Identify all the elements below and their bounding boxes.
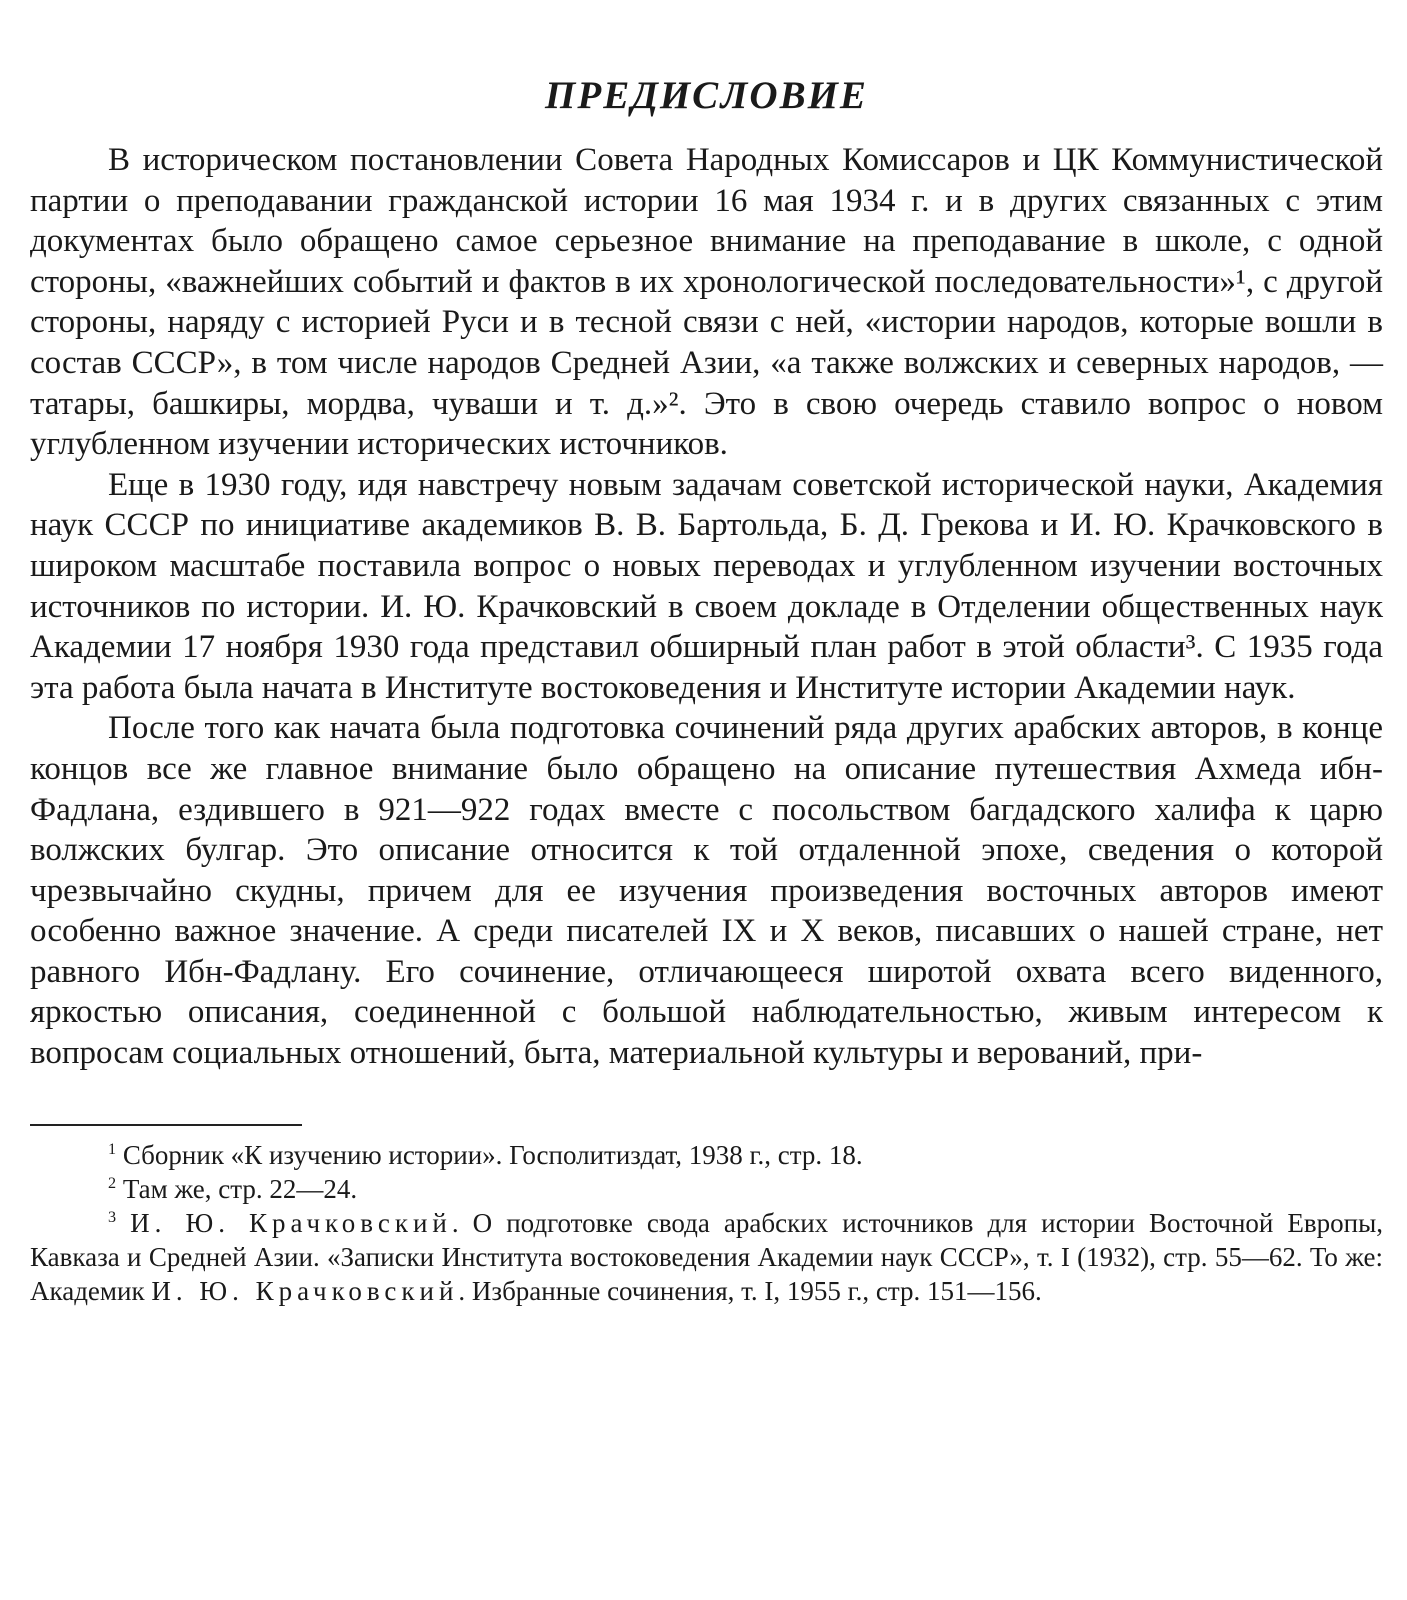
footnote-mark: 3 bbox=[108, 1207, 117, 1226]
footnote-author: И. Ю. Крачковский bbox=[130, 1207, 452, 1238]
footnote-1 bbox=[30, 1138, 1383, 1172]
paragraph-2: Еще в 1930 году, идя навстречу новым задачам советской исторической науки, Академия наук СССР по инициативе академиков В. В. Бартольда, Б. Д. Грекова и И. Ю. Крачковского в широком масштабе поставила вопрос о новых переводах и углубленном изучении восточных источников по истории. И. Ю. Крачковский в своем докладе в Отделении общественных наук Академии 17 ноября 1930 года представил обширный план работ в этой области³. С 1935 года эта работа была начата в Институте востоковедения и Институте истории Академии наук. bbox=[30, 466, 1383, 706]
footnote-mark: 1 bbox=[108, 1139, 117, 1158]
footnote-mark: 2 bbox=[108, 1173, 117, 1192]
footnote-text: Там же, стр. 22—24. bbox=[122, 1173, 358, 1204]
page-title: ПРЕДИСЛОВИЕ bbox=[545, 74, 868, 117]
footnote-author-2: И. Ю. Крачковский bbox=[151, 1275, 459, 1306]
paragraph-3: После того как начата была подготовка сочинений ряда других арабских авторов, в конце концов все же главное внимание было обращено на описание путешествия Ахмеда ибн-Фадлана, ездившего в 921—922 годах вместе с посольством багдадского халифа к царю волжских булгар. Это описание относится к той отдаленной эпохе, сведения о которой чрезвычайно скудны, причем для ее изучения произведения восточных авторов имеют особенно важное значение. А среди писателей IX и X веков, писавших о нашей стране, нет равного Ибн-Фадлану. Его сочинение, отличающееся широтой охвата всего виденного, яркостью описания, соединенной с большой наблюдательностью, живым интересом к вопросам социальных отношений, быта, материальной культуры и верований, при- bbox=[30, 710, 1383, 1072]
footnote-text: Сборник «К изучению истории». Госполитиздат, 1938 г., стр. 18. bbox=[122, 1139, 863, 1170]
footnote-divider bbox=[30, 1124, 302, 1126]
footnote-text-2: . Избранные сочинения, т. I, 1955 г., стр. 151—156. bbox=[458, 1275, 1042, 1306]
footnote-3 bbox=[30, 1206, 1383, 1308]
footnote-2 bbox=[30, 1172, 1383, 1206]
footnotes bbox=[30, 1138, 1383, 1308]
footnote-text: . О подготовке свода арабских источников для истории Восточной Европы, Кавказа и Средней Азии. «Записки Института востоковедения Академии наук СССР», т. I (1932), стр. 55—62. То же: Академик bbox=[30, 1207, 1383, 1306]
paragraph-1: В историческом постановлении Совета Народных Комиссаров и ЦК Коммунистической партии о преподавании гражданской истории 16 мая 1934 г. и в других связанных с этим документах было обращено самое серьезное внимание на преподавание в школе, с одной стороны, «важнейших событий и фактов в их хронологической последовательности»¹, с другой стороны, наряду с историей Руси и в тесной связи с ней, «истории народов, которые вошли в состав СССР», в том числе народов Средней Азии, «а также волжских и северных народов, — татары, башкиры, мордва, чуваши и т. д.»². Это в свою очередь ставило вопрос о новом углубленном изучении исторических источников. bbox=[30, 142, 1383, 463]
